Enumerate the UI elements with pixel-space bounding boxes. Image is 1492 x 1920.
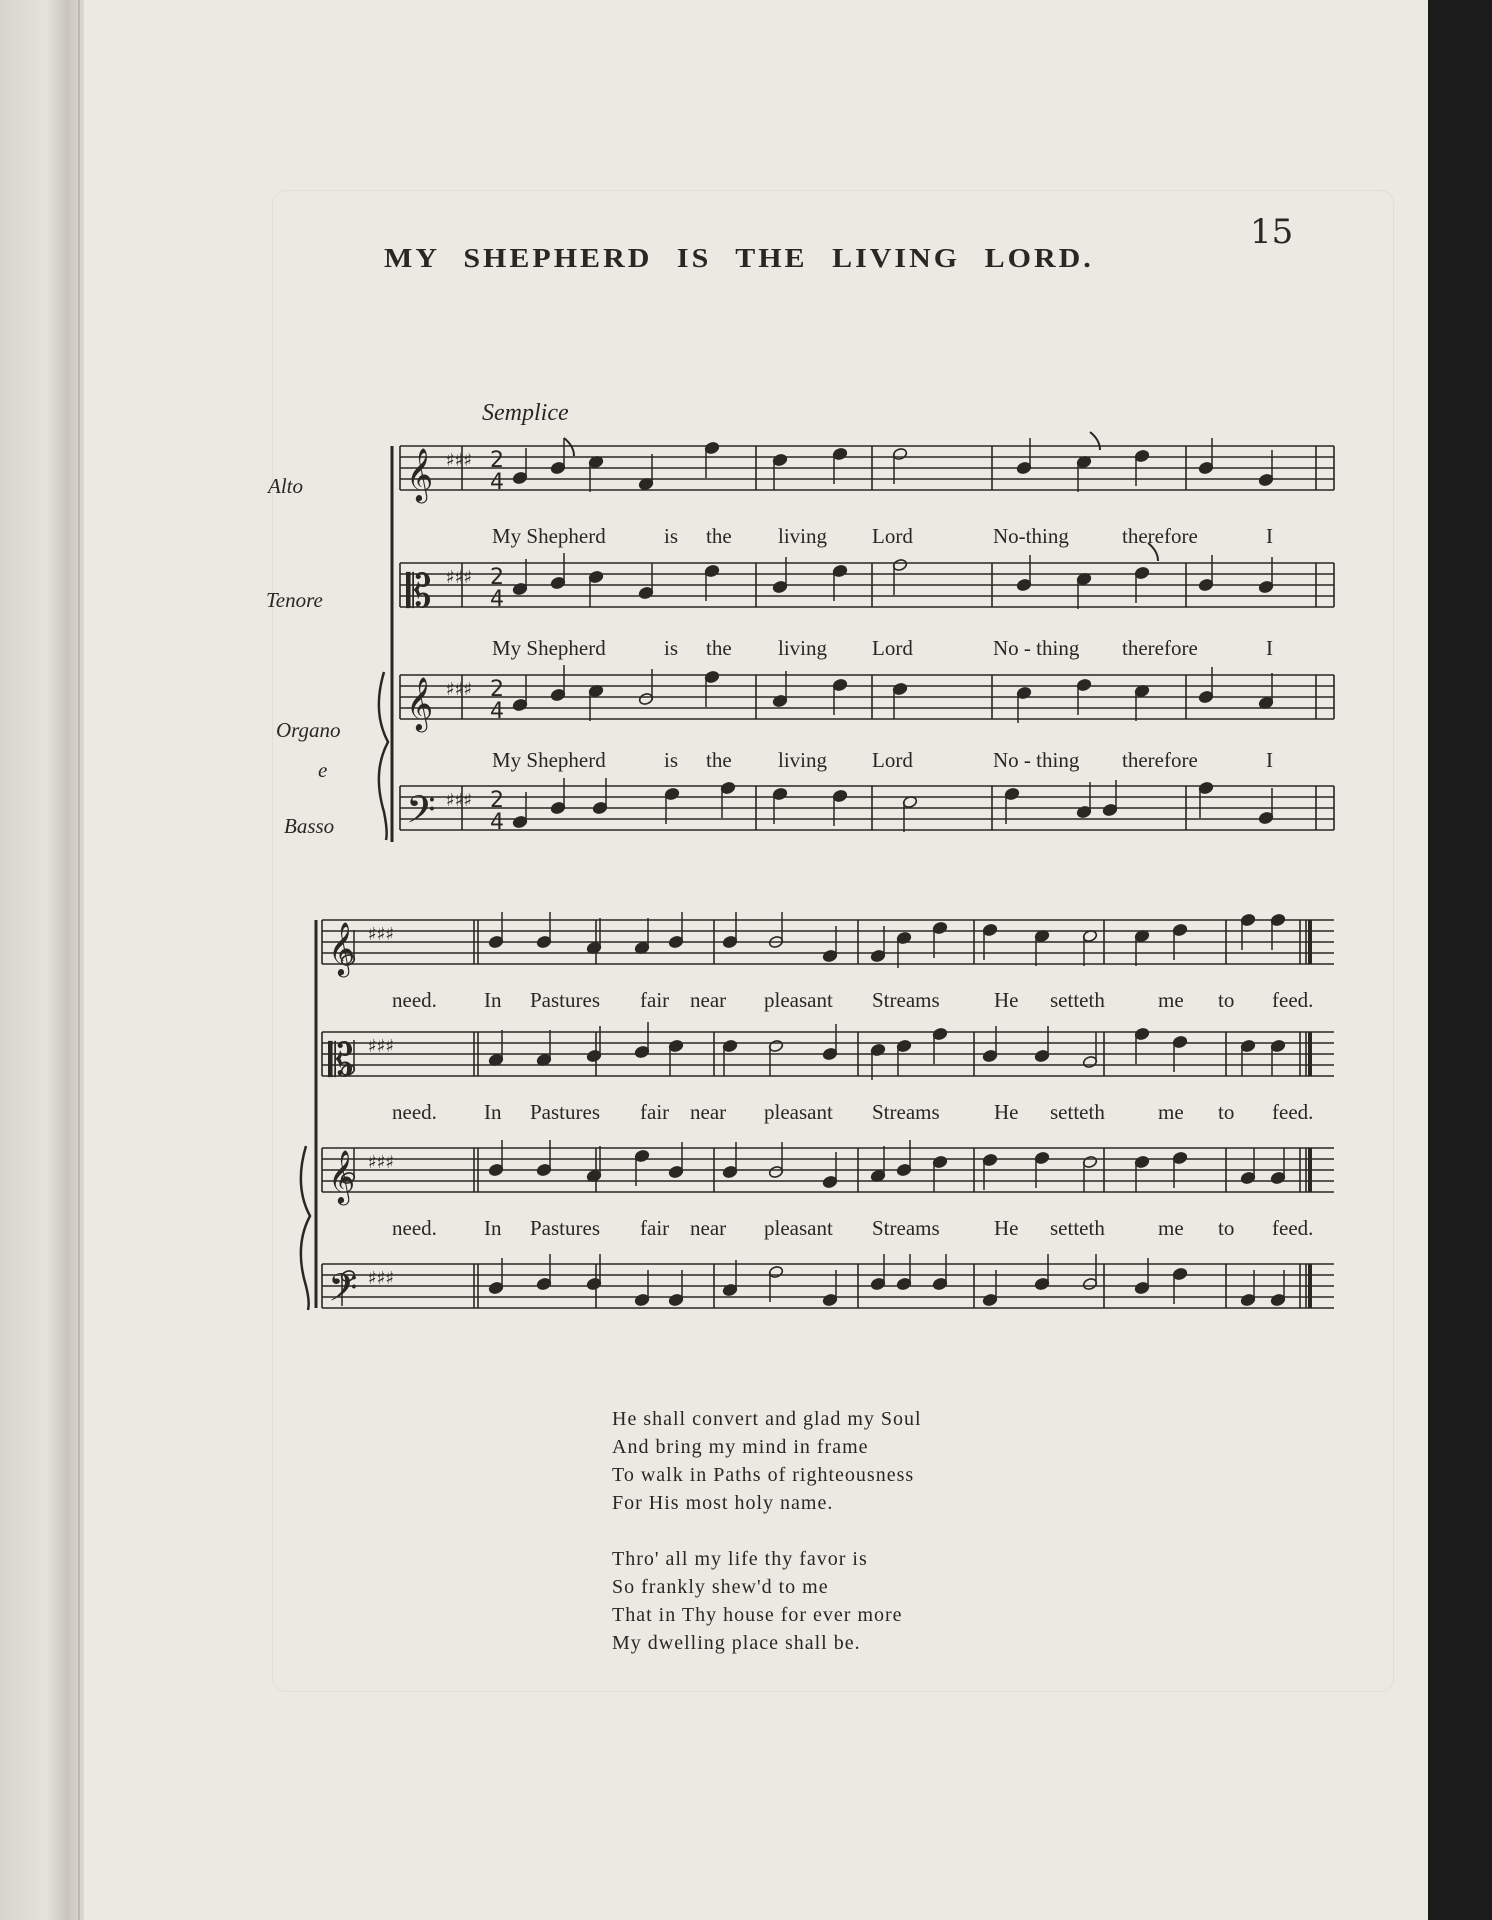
verse-line: He shall convert and glad my Soul xyxy=(612,1408,922,1430)
lyric-word: I xyxy=(1266,636,1273,660)
clef-icon: 𝄢 xyxy=(406,787,436,841)
lyric-word: to xyxy=(1218,1216,1235,1240)
lyric-word: the xyxy=(706,636,732,660)
key-signature-sharps: ♯♯♯ xyxy=(446,450,473,471)
verse-line: For His most holy name. xyxy=(612,1492,834,1514)
key-signature-sharps: ♯♯♯ xyxy=(446,679,473,700)
lyric-word: I xyxy=(1266,524,1273,548)
lyric-word: Streams xyxy=(872,1216,940,1240)
lyric-word: near xyxy=(690,988,727,1012)
lyric-word: living xyxy=(778,748,828,772)
lyric-word: need. xyxy=(392,988,437,1012)
page-number: 15 xyxy=(1250,212,1294,252)
lyric-word: therefore xyxy=(1122,748,1198,772)
clef-icon: 𝄞 xyxy=(406,676,434,730)
verse-line: To walk in Paths of righteousness xyxy=(612,1464,915,1486)
time-signature-bottom: 4 xyxy=(490,699,504,724)
part-label-basso: Basso xyxy=(284,814,335,838)
key-signature-sharps: ♯♯♯ xyxy=(368,924,395,945)
lyric-word: me xyxy=(1158,988,1184,1012)
lyric-word: He xyxy=(994,1216,1019,1240)
lyric-word: to xyxy=(1218,1100,1235,1124)
lyric-word: need. xyxy=(392,1216,437,1240)
time-signature-top: 2 xyxy=(490,448,504,473)
page-title: MY SHEPHERD IS THE LIVING LORD. xyxy=(384,243,1094,274)
lyric-word: Streams xyxy=(872,988,940,1012)
part-label-e: e xyxy=(318,758,328,782)
lyric-word: pleasant xyxy=(764,1216,833,1240)
lyric-word: feed. xyxy=(1272,1216,1314,1240)
verse-line: Thro' all my life thy favor is xyxy=(612,1548,868,1570)
lyric-word: pleasant xyxy=(764,988,833,1012)
key-signature-sharps: ♯♯♯ xyxy=(368,1152,395,1173)
verse-line: That in Thy house for ever more xyxy=(612,1604,903,1626)
verse-line: So frankly shew'd to me xyxy=(612,1576,829,1598)
key-signature-sharps: ♯♯♯ xyxy=(368,1036,395,1057)
lyric-word: Lord xyxy=(872,524,913,548)
part-label-alto: Alto xyxy=(268,474,303,498)
lyric-word: Pastures xyxy=(530,1100,600,1124)
lyric-word: feed. xyxy=(1272,1100,1314,1124)
lyric-word: to xyxy=(1218,988,1235,1012)
lyric-word: living xyxy=(778,636,828,660)
lyric-word: In xyxy=(484,988,502,1012)
organ-brace xyxy=(379,672,388,840)
clef-icon: 𝄡 xyxy=(328,1033,354,1087)
time-signature-top: 2 xyxy=(490,565,504,590)
time-signature-top: 2 xyxy=(490,788,504,813)
verse-line: And bring my mind in frame xyxy=(612,1436,869,1458)
lyric-word: is xyxy=(664,524,679,548)
verse-line: My dwelling place shall be. xyxy=(612,1632,861,1654)
lyric-word: I xyxy=(1266,748,1273,772)
lyric-word: No - thing xyxy=(993,748,1080,772)
lyric-word: No-thing xyxy=(993,524,1069,548)
lyric-word: is xyxy=(664,748,679,772)
time-signature-bottom: 4 xyxy=(490,587,504,612)
lyric-word: near xyxy=(690,1100,727,1124)
lyric-word: My Shepherd xyxy=(492,636,606,660)
lyric-word: fair xyxy=(640,1216,670,1240)
organ-brace xyxy=(301,1146,310,1310)
lyric-word: In xyxy=(484,1100,502,1124)
key-signature-sharps: ♯♯♯ xyxy=(368,1268,395,1289)
lyric-word: therefore xyxy=(1122,636,1198,660)
tempo-marking: Semplice xyxy=(482,400,569,426)
lyric-word: Lord xyxy=(872,636,913,660)
lyric-word: Streams xyxy=(872,1100,940,1124)
lyric-word: the xyxy=(706,524,732,548)
time-signature-bottom: 4 xyxy=(490,810,504,835)
part-label-organo: Organo xyxy=(276,718,341,742)
part-label-tenore: Tenore xyxy=(266,588,323,612)
lyric-word: is xyxy=(664,636,679,660)
lyric-word: pleasant xyxy=(764,1100,833,1124)
lyric-word: Lord xyxy=(872,748,913,772)
clef-icon: 𝄢 xyxy=(328,1265,358,1319)
lyric-word: the xyxy=(706,748,732,772)
clef-icon: 𝄞 xyxy=(328,1149,356,1203)
lyric-word: He xyxy=(994,988,1019,1012)
lyric-word: Pastures xyxy=(530,1216,600,1240)
lyric-word: No - thing xyxy=(993,636,1080,660)
lyric-word: living xyxy=(778,524,828,548)
lyric-word: need. xyxy=(392,1100,437,1124)
clef-icon: 𝄞 xyxy=(328,921,356,975)
lyric-word: fair xyxy=(640,1100,670,1124)
lyric-word: me xyxy=(1158,1216,1184,1240)
clef-icon: 𝄞 xyxy=(406,447,434,501)
lyric-word: setteth xyxy=(1050,1216,1105,1240)
key-signature-sharps: ♯♯♯ xyxy=(446,790,473,811)
lyric-word: near xyxy=(690,1216,727,1240)
time-signature-bottom: 4 xyxy=(490,470,504,495)
clef-icon: 𝄡 xyxy=(406,564,432,618)
lyric-word: Pastures xyxy=(530,988,600,1012)
eighth-flag xyxy=(1148,543,1158,561)
lyric-word: feed. xyxy=(1272,988,1314,1012)
eighth-flag xyxy=(1090,432,1100,450)
lyric-word: In xyxy=(484,1216,502,1240)
key-signature-sharps: ♯♯♯ xyxy=(446,567,473,588)
lyric-word: My Shepherd xyxy=(492,524,606,548)
lyric-word: My Shepherd xyxy=(492,748,606,772)
lyric-word: me xyxy=(1158,1100,1184,1124)
lyric-word: setteth xyxy=(1050,1100,1105,1124)
lyric-word: fair xyxy=(640,988,670,1012)
time-signature-top: 2 xyxy=(490,677,504,702)
lyric-word: He xyxy=(994,1100,1019,1124)
eighth-flag xyxy=(564,438,574,456)
lyric-word: setteth xyxy=(1050,988,1105,1012)
lyric-word: therefore xyxy=(1122,524,1198,548)
